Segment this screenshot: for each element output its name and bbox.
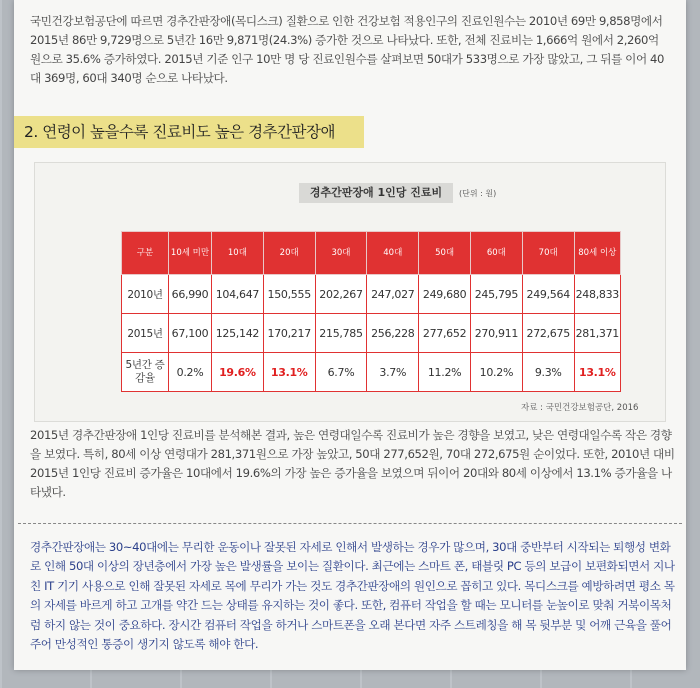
table-cell: 150,555 <box>263 275 315 314</box>
table-cell: 104,647 <box>212 275 264 314</box>
cost-table <box>121 231 621 392</box>
table-cell: 247,027 <box>367 275 419 314</box>
table-cell: 249,680 <box>419 275 471 314</box>
table-cell-highlight: 13.1% <box>263 353 315 392</box>
table-cell: 0.2% <box>169 353 212 392</box>
row-header: 2015년 <box>122 314 169 353</box>
table-cell: 67,100 <box>169 314 212 353</box>
table-cell: 202,267 <box>315 275 367 314</box>
table-cell: 281,371 <box>574 314 620 353</box>
table-cell: 277,652 <box>419 314 471 353</box>
table-cell: 270,911 <box>470 314 522 353</box>
table-cell: 10.2% <box>470 353 522 392</box>
col-header: 구분 <box>122 232 169 275</box>
table-cell: 66,990 <box>169 275 212 314</box>
table-row <box>122 314 621 353</box>
dashed-divider <box>18 523 682 524</box>
table-cell: 3.7% <box>367 353 419 392</box>
row-header: 5년간 증감율 <box>122 353 169 392</box>
col-header: 50대 <box>419 232 471 275</box>
table-cell: 245,795 <box>470 275 522 314</box>
table-row <box>122 275 621 314</box>
col-header: 60대 <box>470 232 522 275</box>
col-header: 80세 이상 <box>574 232 620 275</box>
table-header-row <box>122 232 621 275</box>
col-header: 20대 <box>263 232 315 275</box>
table-source: 자료 : 국민건강보험공단, 2016 <box>521 403 639 413</box>
table-cell: 256,228 <box>367 314 419 353</box>
section-heading: 2. 연령이 높을수록 진료비도 높은 경추간판장애 <box>14 116 364 148</box>
table-title: 경추간판장애 1인당 진료비 <box>299 183 453 203</box>
table-row <box>122 353 621 392</box>
col-header: 30대 <box>315 232 367 275</box>
col-header: 70대 <box>522 232 574 275</box>
table-cell-highlight: 19.6% <box>212 353 264 392</box>
article-paper <box>14 0 686 670</box>
col-header: 40대 <box>367 232 419 275</box>
table-figure <box>34 162 666 422</box>
col-header: 10세 미만 <box>169 232 212 275</box>
table-cell: 248,833 <box>574 275 620 314</box>
table-cell: 125,142 <box>212 314 264 353</box>
table-cell: 215,785 <box>315 314 367 353</box>
table-cell: 272,675 <box>522 314 574 353</box>
table-cell: 11.2% <box>419 353 471 392</box>
row-header: 2010년 <box>122 275 169 314</box>
table-cell: 170,217 <box>263 314 315 353</box>
table-cell: 249,564 <box>522 275 574 314</box>
intro-paragraph: 국민건강보험공단에 따르면 경추간판장애(목디스크) 질환으로 인한 건강보험 적용인구의 진료인원수는 2010년 69만 9,858명에서 2015년 86만 9,729명으로 5년간 16만 9,871명(24.3%) 증가한 것으로 나타났다. 또한, 전체 진료비는 1,666억 원에서 2,260억 원으로 35.6% 증가하였다. 2015년 기준 인구 10만 명 당 진료인원수를 살펴보면 50대가 533명으로 가장 많았고, 그 뒤를 이어 40대 369명, 60대 340명 순으로 나타났다. <box>30 14 665 85</box>
col-header: 10대 <box>212 232 264 275</box>
analysis-paragraph: 2015년 경추간판장애 1인당 진료비를 분석해본 결과, 높은 연령대일수록 진료비가 높은 경향을 보였고, 낮은 연령대일수록 작은 경향을 보였다. 특히, 80세 이상 연령대가 281,371원으로 가장 높았고, 50대 277,652원, 70대 272,675원 순이었다. 또한, 2010년 대비 2015년 1인당 진료비 증가율은 10대에서 19.6%의 가장 높은 증가율을 보였으며 뒤이어 20대와 80세 이상에서 13.1% 증가율을 나타냈다. <box>30 428 675 499</box>
table-cell: 9.3% <box>522 353 574 392</box>
table-unit: (단위 : 원) <box>459 189 497 198</box>
table-cell: 6.7% <box>315 353 367 392</box>
advice-paragraph: 경추간판장애는 30~40대에는 무리한 운동이나 잘못된 자세로 인해서 발생하는 경우가 많으며, 30대 중반부터 시작되는 퇴행성 변화로 인해 50대 이상의 장년층에서 가장 높은 발생률을 보이는 질환이다. 최근에는 스마트 폰, 태블릿 PC 등의 보급이 보편화되면서 지나친 IT 기기 사용으로 인해 잘못된 자세로 목에 무리가 가는 것도 경추간판장애의 원인으로 꼽히고 있다. 목디스크를 예방하려면 평소 목의 자세를 바르게 하고 고개를 약간 드는 상태를 유지하는 것이 좋다. 또한, 컴퓨터 작업을 할 때는 모니터를 눈높이로 맞춰 거북이목처럼 하지 않는 것이 중요하다. 장시간 컴퓨터 작업을 하거나 스마트폰을 오래 본다면 자주 스트레칭을 해 목 뒷부분 및 어깨 근육을 풀어주어 만성적인 통증이 생기지 않도록 해야 한다. <box>30 540 675 652</box>
table-cell-highlight: 13.1% <box>574 353 620 392</box>
